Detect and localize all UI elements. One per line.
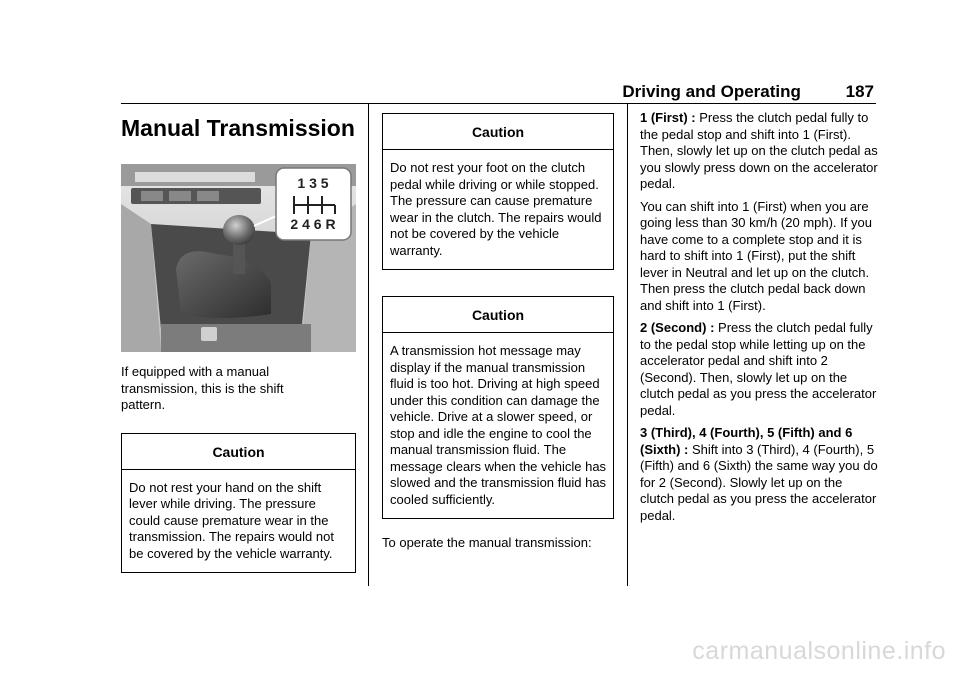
operate-intro: To operate the manual transmission: xyxy=(382,535,592,550)
first-gear-paragraph xyxy=(640,110,878,193)
running-header xyxy=(622,82,874,102)
first-gear-term: 1 (First) : xyxy=(640,110,696,125)
column-middle xyxy=(382,104,614,552)
page-title: Manual Transmission xyxy=(121,115,355,141)
column-left xyxy=(121,104,356,573)
second-gear-text: Press the clutch pedal fully to the pedal stop while letting up on the accelerator pedal and shift into 2 (Second). Then, slowly let up on the clutch pedal as you press the accelerator pedal. xyxy=(640,320,877,418)
first-gear-note: You can shift into 1 (First) when you are going less than 30 km/h (20 mph). If you have come to a complete stop and it is hard to shift into 1 (First), put the shift lever in Neutral and let up on the clutch. Then press the clutch pedal back down and shift into 1 (First). xyxy=(640,198,872,313)
higher-gears-text: Shift into 3 (Third), 4 (Fourth), 5 (Fifth) and 6 (Sixth) the same way you do for 2 (Second). Slowly let up on the clutch pedal as you press the accelerator pedal. xyxy=(640,441,878,523)
caution-text: Do not rest your foot on the clutch pedal while driving or while stopped. The pressure can cause premature wear in the clutch. The repairs would not be covered by the vehicle warranty. xyxy=(390,160,602,258)
caution-box-hot-fluid xyxy=(382,296,614,519)
caution-heading: Caution xyxy=(383,297,613,333)
shift-lever-photo xyxy=(121,164,356,352)
first-gear-text: Press the clutch pedal fully to the pedal stop and shift into 1 (First). Then, slowly let up on the clutch pedal as you slowly press down on the accelerator pedal. xyxy=(640,110,878,191)
caution-box-hand xyxy=(121,433,356,574)
shift-bottom-gears: 2 4 6 R xyxy=(290,216,336,232)
column-divider-1 xyxy=(368,104,369,586)
page-number: 187 xyxy=(845,82,874,101)
column-divider-2 xyxy=(627,104,628,586)
second-gear-term: 2 (Second) : xyxy=(640,320,715,335)
section-title: Driving and Operating xyxy=(622,82,801,101)
intro-text: If equipped with a manual transmission, this is the shift pattern. xyxy=(121,364,284,412)
caution-box-clutch xyxy=(382,113,614,270)
higher-gears-term: 3 (Third), 4 (Fourth), 5 (Fifth) and 6 (Sixth) : xyxy=(640,425,853,457)
second-gear-paragraph xyxy=(640,320,878,419)
caution-heading: Caution xyxy=(383,114,613,150)
caution-text: Do not rest your hand on the shift lever while driving. The pressure could cause premature wear in the transmission. The repairs would not be covered by the vehicle warranty. xyxy=(129,479,334,561)
caution-heading: Caution xyxy=(122,434,355,470)
shift-top-gears: 1 3 5 xyxy=(297,175,329,191)
higher-gears-paragraph xyxy=(640,425,878,524)
column-right xyxy=(640,104,878,530)
watermark: carmanualsonline.info xyxy=(692,637,946,665)
caution-text: A transmission hot message may display if the manual transmission fluid is too hot. Driving at high speed under this condition can damage the vehicle. Drive at a slower speed, or stop and idle the engine to cool the manual transmission fluid. The message clears when the vehicle has slowed and the transmission fluid has cooled sufficiently. xyxy=(390,343,607,507)
